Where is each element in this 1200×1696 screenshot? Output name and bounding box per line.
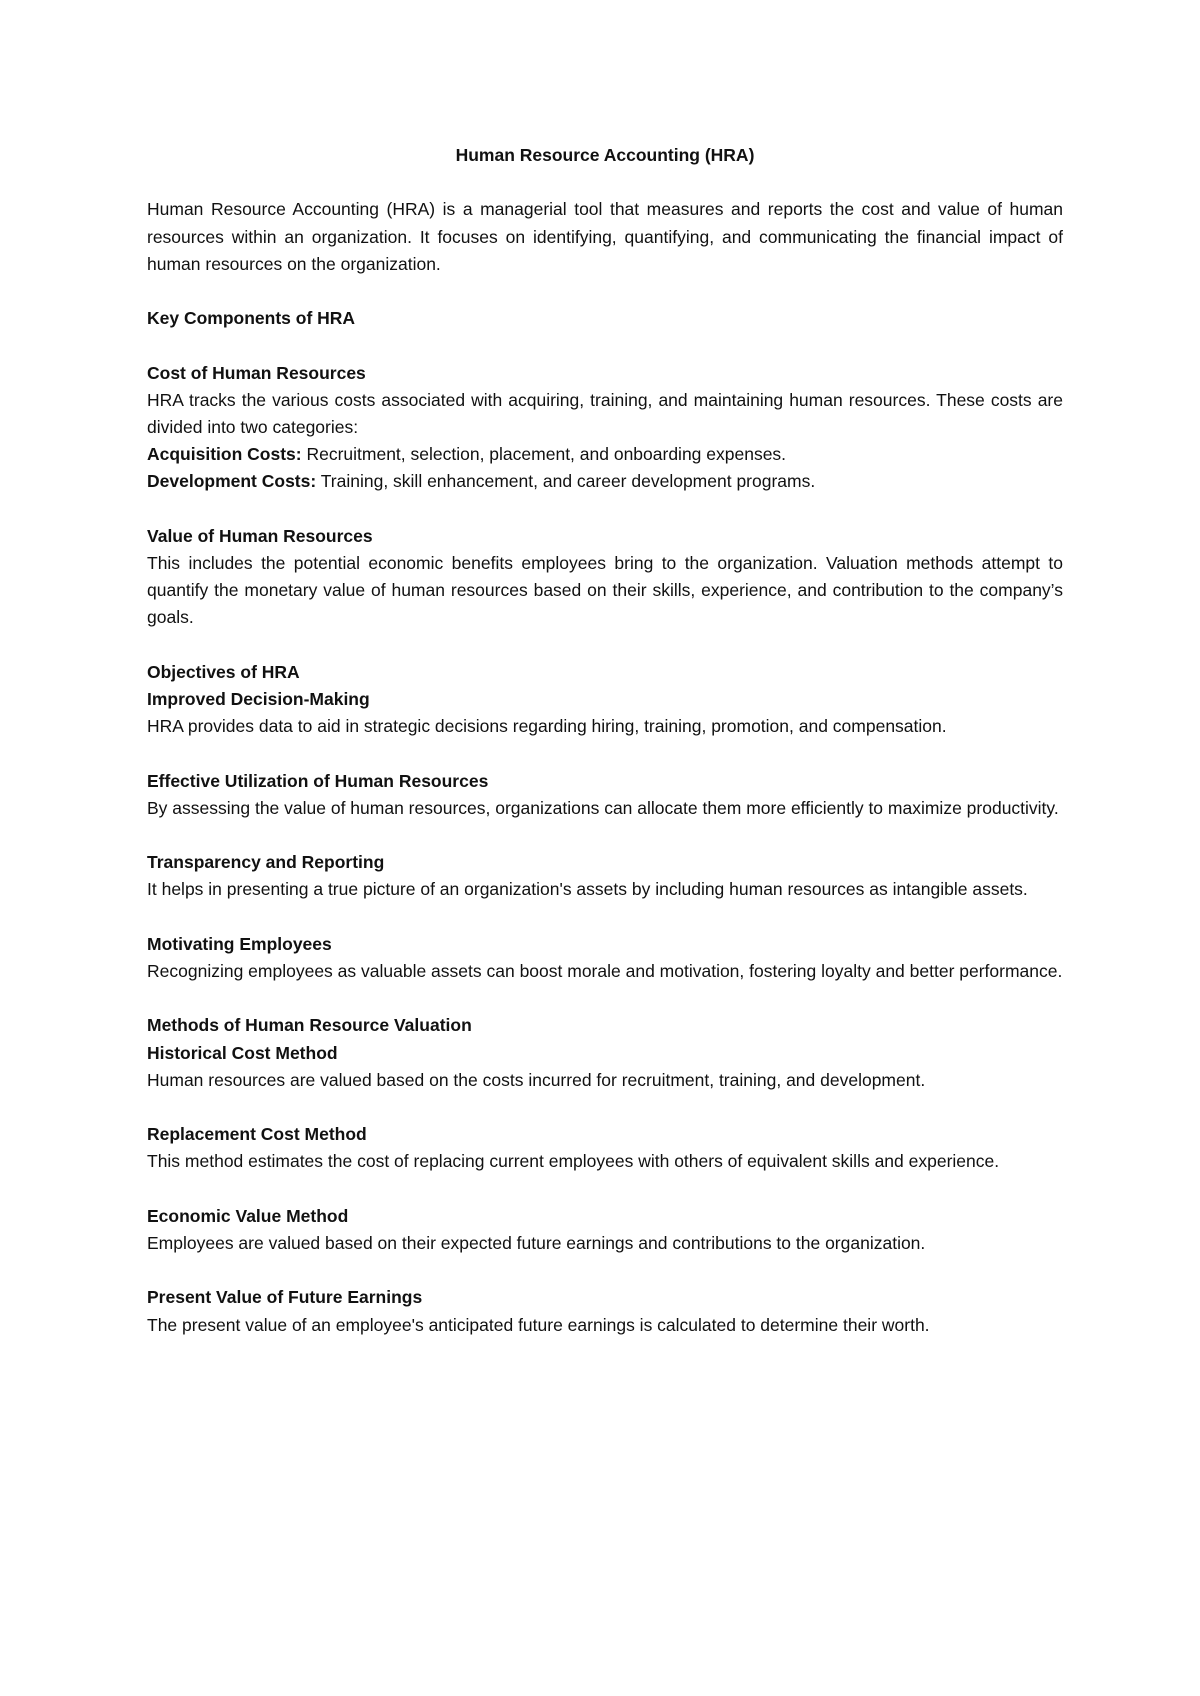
method-section-4 <box>147 1284 1063 1338</box>
document-page <box>147 142 1063 1366</box>
objective-section-1 <box>147 659 1063 741</box>
objective-section-2 <box>147 768 1063 822</box>
intro-paragraph: Human Resource Accounting (HRA) is a managerial tool that measures and reports the cost and value of human resources within an organization. It focuses on identifying, quantifying, and communicating the financial impact of human resources on the organization. <box>147 199 1063 274</box>
method-section-1 <box>147 1012 1063 1094</box>
method-text: Employees are valued based on their expected future earnings and contributions to the organization. <box>147 1232 926 1253</box>
method-heading: Present Value of Future Earnings <box>147 1287 423 1308</box>
acquisition-costs-line <box>147 441 1063 468</box>
objective-text: By assessing the value of human resources, organizations can allocate them more efficiently to maximize productivity. <box>147 797 1059 818</box>
objective-heading: Transparency and Reporting <box>147 852 385 873</box>
value-section <box>147 523 1063 632</box>
development-costs-label: Development Costs: <box>147 471 317 492</box>
acquisition-costs-label: Acquisition Costs: <box>147 444 302 465</box>
method-text: Human resources are valued based on the costs incurred for recruitment, training, and development. <box>147 1069 926 1090</box>
method-heading: Replacement Cost Method <box>147 1124 367 1145</box>
value-text: This includes the potential economic benefits employees bring to the organization. Valuation methods attempt to quantify the monetary value of human resources based on their skills, experience, and contribution to the company’s goals. <box>147 552 1063 628</box>
objective-text: HRA provides data to aid in strategic decisions regarding hiring, training, promotion, and compensation. <box>147 716 947 737</box>
methods-heading: Methods of Human Resource Valuation <box>147 1015 472 1036</box>
key-components-heading: Key Components of HRA <box>147 308 356 329</box>
acquisition-costs-text: Recruitment, selection, placement, and onboarding expenses. <box>301 444 787 465</box>
method-heading: Economic Value Method <box>147 1205 349 1226</box>
method-section-2 <box>147 1121 1063 1175</box>
cost-section <box>147 360 1063 496</box>
method-heading: Historical Cost Method <box>147 1042 338 1063</box>
development-costs-text: Training, skill enhancement, and career development programs. <box>316 471 816 492</box>
objective-heading: Improved Decision-Making <box>147 688 370 709</box>
objective-text: Recognizing employees as valuable assets can boost morale and motivation, fostering loyalty and better performance. <box>147 960 1063 981</box>
document-title: Human Resource Accounting (HRA) <box>455 145 755 165</box>
method-section-3 <box>147 1203 1063 1257</box>
objective-heading: Effective Utilization of Human Resources <box>147 770 489 791</box>
objective-section-3 <box>147 849 1063 903</box>
value-heading: Value of Human Resources <box>147 525 373 546</box>
objectives-heading: Objectives of HRA <box>147 661 300 682</box>
objective-heading: Motivating Employees <box>147 933 332 954</box>
objective-text: It helps in presenting a true picture of an organization's assets by including human resources as intangible assets. <box>147 879 1028 900</box>
method-text: This method estimates the cost of replacing current employees with others of equivalent skills and experience. <box>147 1151 1000 1172</box>
objective-section-4 <box>147 931 1063 985</box>
method-text: The present value of an employee's anticipated future earnings is calculated to determine their worth. <box>147 1314 930 1335</box>
cost-heading: Cost of Human Resources <box>147 362 366 383</box>
cost-text: HRA tracks the various costs associated with acquiring, training, and maintaining human resources. These costs are divided into two categories: <box>147 389 1063 437</box>
development-costs-line <box>147 468 1063 495</box>
